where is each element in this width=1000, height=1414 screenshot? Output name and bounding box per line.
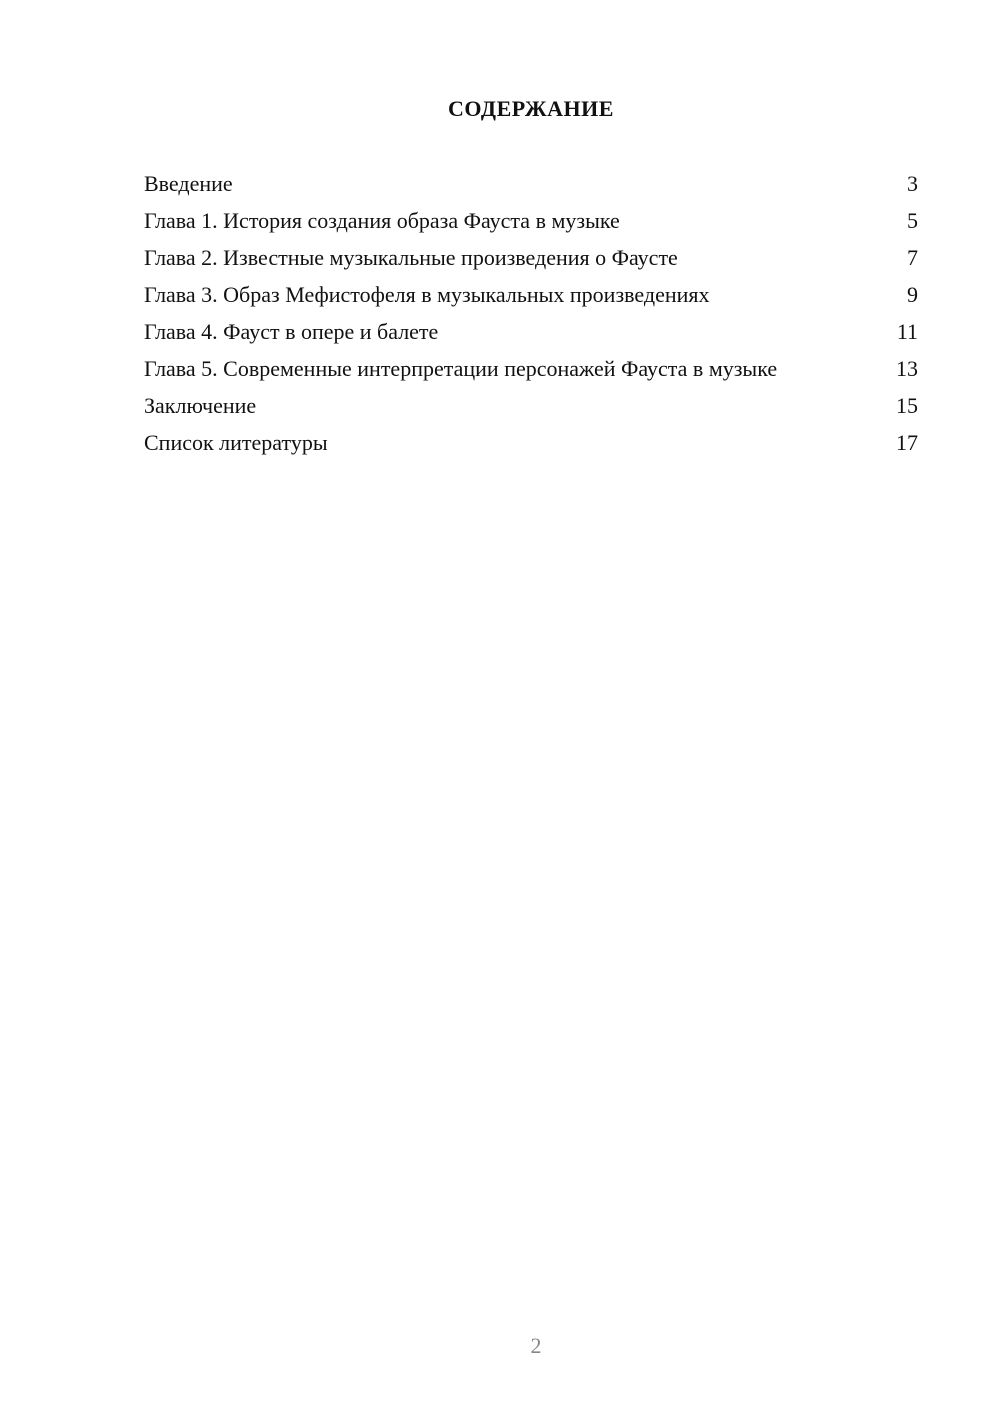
table-of-contents bbox=[144, 170, 918, 466]
toc-entry-page: 3 bbox=[907, 171, 918, 196]
toc-entry-conclusion[interactable] bbox=[144, 392, 918, 419]
toc-entry-label: Глава 4. Фауст в опере и балете bbox=[144, 319, 439, 344]
toc-title: СОДЕРЖАНИЕ bbox=[448, 96, 614, 121]
toc-entry-label: Глава 2. Известные музыкальные произведения о Фаусте bbox=[144, 245, 678, 270]
toc-entry-page: 13 bbox=[896, 356, 918, 381]
toc-entry-page: 7 bbox=[907, 245, 918, 270]
toc-entry-page: 9 bbox=[907, 282, 918, 307]
toc-entry-page: 15 bbox=[896, 393, 918, 418]
toc-entry-label: Глава 3. Образ Мефистофеля в музыкальных произведениях bbox=[144, 282, 710, 307]
toc-entry-label: Заключение bbox=[144, 393, 257, 418]
toc-entry-bibliography[interactable] bbox=[144, 429, 918, 456]
toc-entry-page: 11 bbox=[896, 319, 918, 344]
toc-entry-chapter-3[interactable] bbox=[144, 281, 918, 308]
toc-entry-chapter-1[interactable] bbox=[144, 207, 918, 234]
toc-entry-chapter-4[interactable] bbox=[144, 318, 918, 345]
toc-entry-label: Глава 5. Современные интерпретации персонажей Фауста в музыке bbox=[144, 356, 778, 381]
toc-entry-chapter-5[interactable] bbox=[144, 355, 918, 382]
toc-entry-label: Введение bbox=[144, 171, 233, 196]
page-number: 2 bbox=[530, 1333, 542, 1358]
toc-entry-label: Глава 1. История создания образа Фауста в музыке bbox=[144, 208, 620, 233]
toc-entry-page: 17 bbox=[896, 430, 918, 455]
toc-entry-chapter-2[interactable] bbox=[144, 244, 918, 271]
toc-entry-introduction[interactable] bbox=[144, 170, 918, 197]
toc-entry-page: 5 bbox=[907, 208, 918, 233]
toc-entry-label: Список литературы bbox=[144, 430, 328, 455]
